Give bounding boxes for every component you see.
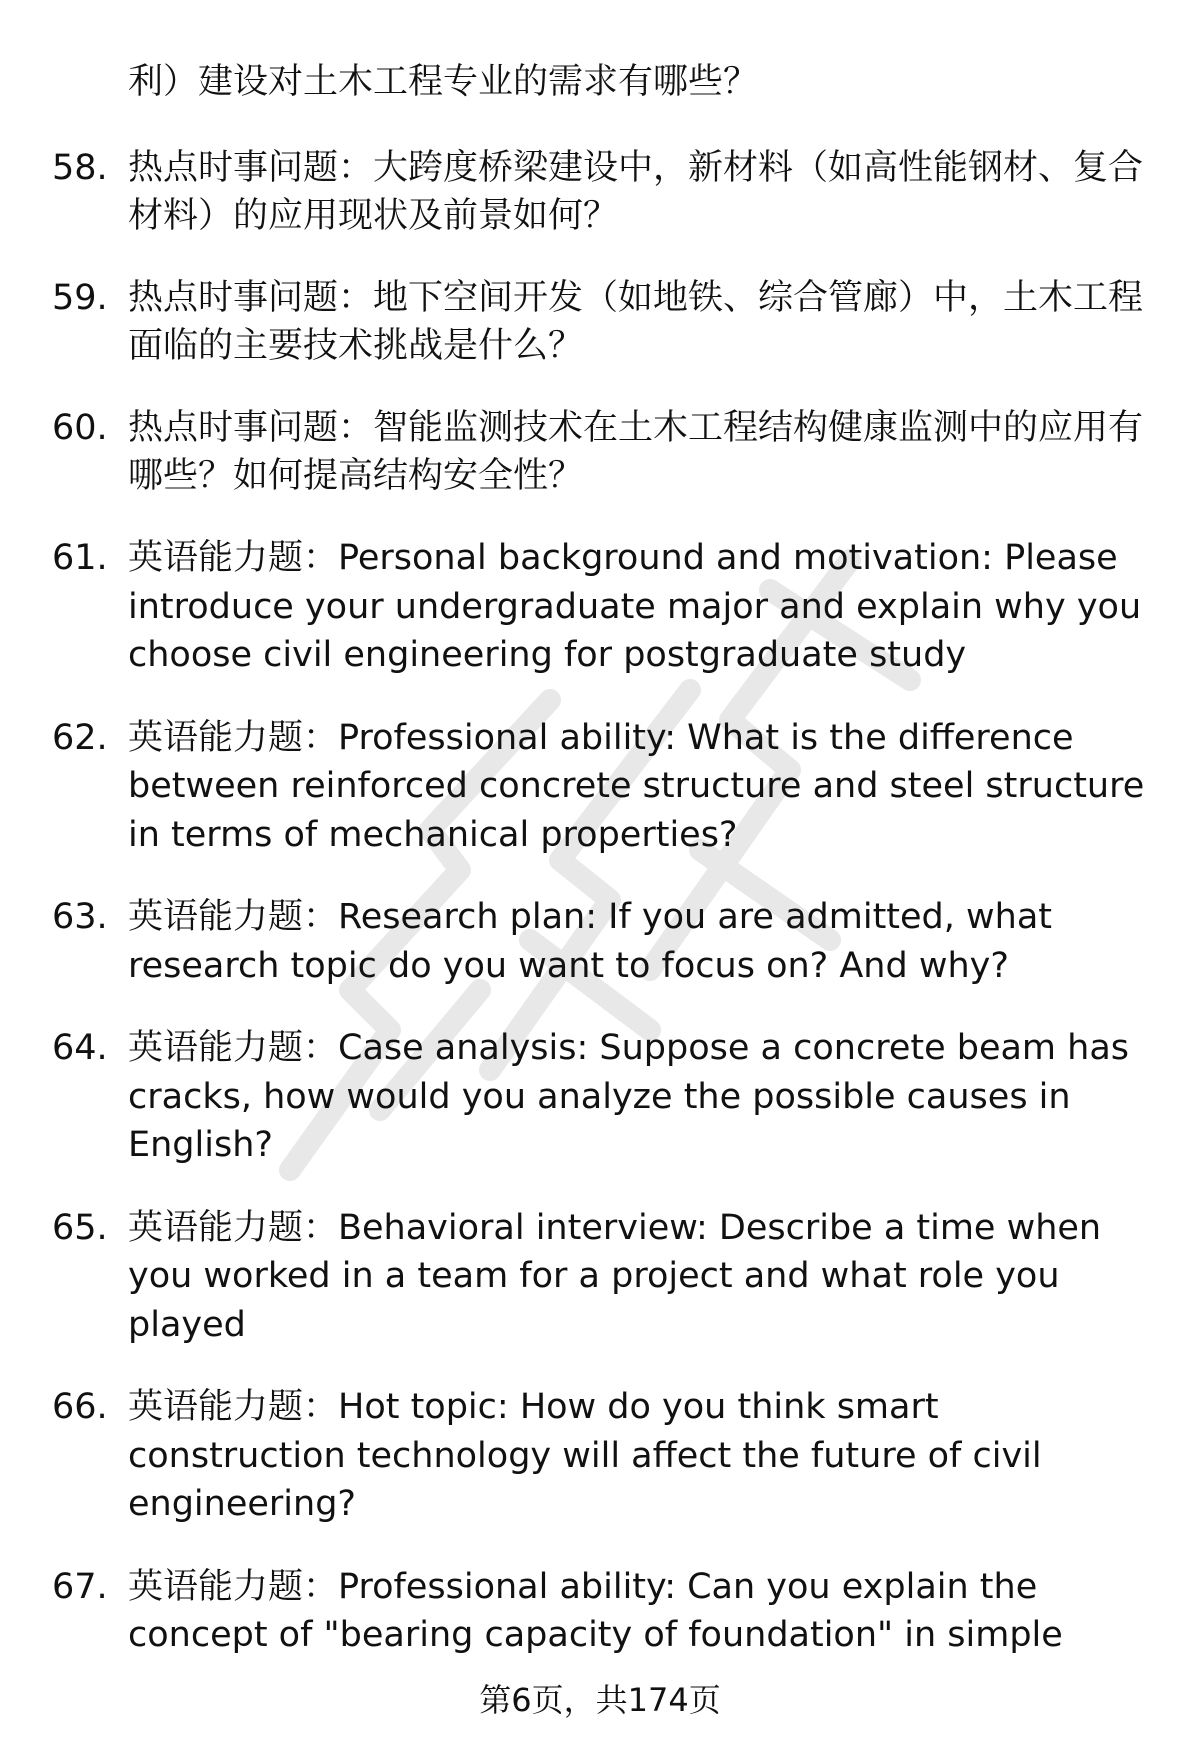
question-text: 热点时事问题：大跨度桥梁建设中，新材料（如高性能钢材、复合材料）的应用现状及前景如何？ xyxy=(128,148,1144,236)
question-item xyxy=(52,1563,1152,1660)
question-text: 英语能力题：Case analysis: Suppose a concrete beam has cracks, how would you analyze the possible causes in English? xyxy=(128,1028,1130,1165)
question-number: 58. xyxy=(52,148,108,188)
question-text: 热点时事问题：地下空间开发（如地铁、综合管廊）中，土木工程面临的主要技术挑战是什么？ xyxy=(128,278,1144,366)
question-item xyxy=(52,1383,1152,1529)
question-text: 英语能力题：Professional ability: Can you explain the concept of "bearing capacity of foundation" in simple xyxy=(128,1566,1063,1655)
question-list xyxy=(52,144,1152,1694)
question-number: 63. xyxy=(52,897,108,937)
question-text: 英语能力题：Personal background and motivation: Please introduce your undergraduate major and explain why you choose civil engineering for postgraduate study xyxy=(128,538,1142,675)
question-number: 59. xyxy=(52,278,108,318)
question-text: 英语能力题：Professional ability: What is the difference between reinforced concrete structure and steel structure in terms of mechanical properties? xyxy=(128,717,1145,855)
question-number: 64. xyxy=(52,1028,108,1068)
question-number: 62. xyxy=(52,717,108,758)
question-text: 英语能力题：Behavioral interview: Describe a time when you worked in a team for a project and what role you played xyxy=(128,1207,1102,1345)
continuation-text: 利）建设对土木工程专业的需求有哪些？ xyxy=(128,62,759,102)
question-number: 67. xyxy=(52,1566,108,1607)
question-text: 热点时事问题：智能监测技术在土木工程结构健康监测中的应用有哪些？如何提高结构安全性？ xyxy=(128,408,1144,496)
question-text: 英语能力题：Hot topic: How do you think smart construction technology will affect the future of civil engineering? xyxy=(128,1387,1042,1524)
question-item xyxy=(52,144,1152,240)
page-footer: 第6页，共174页 xyxy=(479,1681,721,1719)
question-item xyxy=(52,404,1152,500)
question-number: 60. xyxy=(52,408,108,448)
question-item xyxy=(52,714,1152,860)
question-item xyxy=(52,893,1152,990)
question-number: 65. xyxy=(52,1207,108,1248)
question-item xyxy=(52,534,1152,680)
question-item xyxy=(52,1024,1152,1170)
question-item xyxy=(52,1204,1152,1350)
question-number: 61. xyxy=(52,538,108,578)
question-item xyxy=(52,274,1152,370)
question-text: 英语能力题：Research plan: If you are admitted, what research topic do you want to focus on? And why? xyxy=(128,897,1052,986)
question-number: 66. xyxy=(52,1387,108,1427)
